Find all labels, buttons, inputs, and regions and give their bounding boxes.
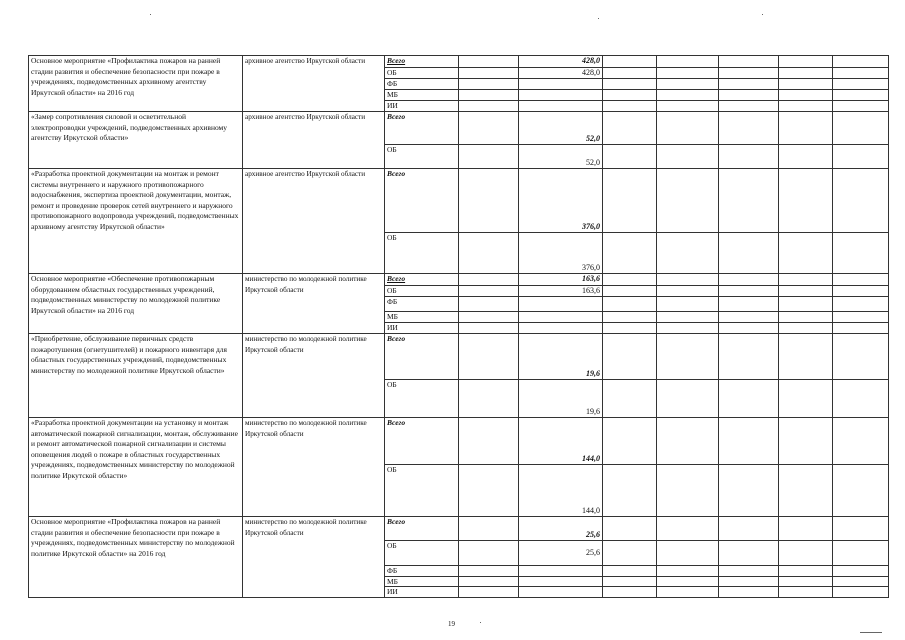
source-label: ОБ <box>385 233 459 274</box>
source-value <box>519 101 603 112</box>
row-description: «Замер сопротивления силовой и осветительной электропроводки учреждений, подведомственных архивному агентству Иркутской области» <box>29 112 243 169</box>
source-value <box>519 566 603 577</box>
empty-cell <box>603 297 657 312</box>
source-value: 428,0 <box>519 67 603 79</box>
empty-cell <box>459 312 519 323</box>
empty-cell <box>603 112 657 145</box>
empty-cell <box>779 101 833 112</box>
source-label: ОБ <box>385 541 459 566</box>
source-label: ОБ <box>385 285 459 297</box>
empty-cell <box>657 380 719 418</box>
source-value: 376,0 <box>519 233 603 274</box>
empty-cell <box>603 285 657 297</box>
empty-cell <box>833 587 889 598</box>
page-number: 19 <box>448 620 455 628</box>
source-label: Всего <box>385 112 459 145</box>
source-value <box>519 576 603 587</box>
empty-cell <box>719 566 779 577</box>
empty-cell <box>833 297 889 312</box>
empty-cell <box>779 576 833 587</box>
scan-speck <box>598 18 599 19</box>
row-description: «Разработка проектной документации на монтаж и ремонт системы внутреннего и наружного противопожарного водоснабжения, экспертиза проектной документации, монтаж, ремонт и проведение проверок сетей внутреннего и наружного противопожарного водопровода учреждений, подведомственных архивному агентству Иркутской области» <box>29 169 243 274</box>
empty-cell <box>657 334 719 380</box>
source-value <box>519 587 603 598</box>
empty-cell <box>603 101 657 112</box>
empty-cell <box>603 56 657 68</box>
empty-cell <box>459 112 519 145</box>
empty-cell <box>719 274 779 286</box>
empty-cell <box>833 576 889 587</box>
empty-cell <box>459 56 519 68</box>
empty-cell <box>719 90 779 101</box>
empty-cell <box>719 380 779 418</box>
source-value: 163,6 <box>519 285 603 297</box>
empty-cell <box>459 418 519 465</box>
empty-cell <box>657 112 719 145</box>
source-label: ФБ <box>385 566 459 577</box>
empty-cell <box>657 418 719 465</box>
scan-speck <box>480 622 481 623</box>
row-executor: архивное агентство Иркутской области <box>243 56 385 112</box>
row-description: «Приобретение, обслуживание первичных средств пожаротушения (огнетушителей) и пожарного инвентаря для областных государственных учреждений, подведомственных министерству по молодежной политике Иркутской области» <box>29 334 243 418</box>
row-executor: министерство по молодежной политике Иркутской области <box>243 334 385 418</box>
empty-cell <box>719 79 779 90</box>
row-executor: архивное агентство Иркутской области <box>243 169 385 274</box>
row-executor: министерство по молодежной политике Иркутской области <box>243 517 385 598</box>
source-value <box>519 90 603 101</box>
empty-cell <box>719 285 779 297</box>
empty-cell <box>779 566 833 577</box>
empty-cell <box>657 145 719 169</box>
empty-cell <box>779 233 833 274</box>
empty-cell <box>833 380 889 418</box>
source-value: 144,0 <box>519 465 603 517</box>
empty-cell <box>719 101 779 112</box>
empty-cell <box>459 541 519 566</box>
empty-cell <box>719 465 779 517</box>
source-value: 144,0 <box>519 418 603 465</box>
empty-cell <box>459 145 519 169</box>
empty-cell <box>833 285 889 297</box>
source-label: ОБ <box>385 380 459 418</box>
empty-cell <box>657 312 719 323</box>
row-executor: архивное агентство Иркутской области <box>243 112 385 169</box>
empty-cell <box>603 465 657 517</box>
empty-cell <box>603 90 657 101</box>
source-value: 19,6 <box>519 334 603 380</box>
empty-cell <box>657 79 719 90</box>
empty-cell <box>833 323 889 334</box>
empty-cell <box>657 56 719 68</box>
empty-cell <box>603 541 657 566</box>
source-value <box>519 312 603 323</box>
scan-speck <box>762 14 763 15</box>
empty-cell <box>833 56 889 68</box>
empty-cell <box>459 380 519 418</box>
empty-cell <box>657 297 719 312</box>
source-label: ОБ <box>385 465 459 517</box>
row-description: Основное мероприятие «Профилактика пожаров на ранней стадии развития и обеспечение безопасности при пожаре в учреждениях, подведомственных архивному агентству Иркутской области» на 2016 год <box>29 56 243 112</box>
empty-cell <box>719 297 779 312</box>
empty-cell <box>719 312 779 323</box>
empty-cell <box>603 517 657 541</box>
empty-cell <box>603 334 657 380</box>
row-executor: министерство по молодежной политике Иркутской области <box>243 418 385 517</box>
source-label: ИИ <box>385 587 459 598</box>
empty-cell <box>459 67 519 79</box>
empty-cell <box>833 79 889 90</box>
empty-cell <box>719 67 779 79</box>
empty-cell <box>603 418 657 465</box>
row-description: «Разработка проектной документации на установку и монтаж автоматической пожарной сигнализации, монтаж, обслуживание и ремонт автоматической пожарной сигнализации и системы оповещения людей о пожаре в областных государственных учреждениях, подведомственных министерству по молодежной политике Иркутской области» <box>29 418 243 517</box>
empty-cell <box>459 274 519 286</box>
empty-cell <box>779 297 833 312</box>
empty-cell <box>779 418 833 465</box>
empty-cell <box>719 56 779 68</box>
empty-cell <box>657 67 719 79</box>
scan-speck <box>150 14 151 15</box>
empty-cell <box>779 334 833 380</box>
empty-cell <box>779 145 833 169</box>
empty-cell <box>459 169 519 233</box>
source-label: Всего <box>385 274 459 286</box>
empty-cell <box>833 112 889 145</box>
empty-cell <box>719 576 779 587</box>
source-label: ФБ <box>385 79 459 90</box>
source-label: ОБ <box>385 145 459 169</box>
empty-cell <box>657 541 719 566</box>
empty-cell <box>603 233 657 274</box>
empty-cell <box>459 233 519 274</box>
source-label: ИИ <box>385 101 459 112</box>
empty-cell <box>719 418 779 465</box>
budget-table <box>28 55 889 598</box>
empty-cell <box>719 334 779 380</box>
empty-cell <box>719 169 779 233</box>
empty-cell <box>779 67 833 79</box>
empty-cell <box>779 274 833 286</box>
empty-cell <box>459 517 519 541</box>
empty-cell <box>779 380 833 418</box>
empty-cell <box>779 90 833 101</box>
source-label: Всего <box>385 169 459 233</box>
empty-cell <box>833 334 889 380</box>
source-value: 52,0 <box>519 145 603 169</box>
source-value: 25,6 <box>519 517 603 541</box>
source-label: ИИ <box>385 323 459 334</box>
empty-cell <box>779 312 833 323</box>
empty-cell <box>459 566 519 577</box>
empty-cell <box>833 541 889 566</box>
empty-cell <box>603 79 657 90</box>
source-value: 19,6 <box>519 380 603 418</box>
source-label: ФБ <box>385 297 459 312</box>
source-label: Всего <box>385 517 459 541</box>
empty-cell <box>779 541 833 566</box>
source-label: Всего <box>385 56 459 68</box>
empty-cell <box>657 169 719 233</box>
empty-cell <box>657 101 719 112</box>
empty-cell <box>779 465 833 517</box>
empty-cell <box>603 145 657 169</box>
empty-cell <box>459 465 519 517</box>
empty-cell <box>459 101 519 112</box>
empty-cell <box>459 285 519 297</box>
source-value <box>519 323 603 334</box>
empty-cell <box>459 587 519 598</box>
empty-cell <box>779 169 833 233</box>
row-description: Основное мероприятие «Профилактика пожаров на ранней стадии развития и обеспечение безопасности при пожаре в учреждениях, подведомственных министерству по молодежной политике Иркутской области» на 2016 год <box>29 517 243 598</box>
empty-cell <box>459 79 519 90</box>
empty-cell <box>833 90 889 101</box>
empty-cell <box>657 465 719 517</box>
empty-cell <box>459 297 519 312</box>
empty-cell <box>657 576 719 587</box>
empty-cell <box>779 79 833 90</box>
empty-cell <box>603 67 657 79</box>
empty-cell <box>459 334 519 380</box>
scan-speck <box>860 632 882 633</box>
source-value: 428,0 <box>519 56 603 68</box>
source-value: 376,0 <box>519 169 603 233</box>
empty-cell <box>657 323 719 334</box>
empty-cell <box>833 67 889 79</box>
empty-cell <box>779 285 833 297</box>
source-label: МБ <box>385 90 459 101</box>
empty-cell <box>657 274 719 286</box>
source-label: ОБ <box>385 67 459 79</box>
empty-cell <box>603 323 657 334</box>
source-value: 163,6 <box>519 274 603 286</box>
empty-cell <box>657 587 719 598</box>
empty-cell <box>657 517 719 541</box>
empty-cell <box>779 517 833 541</box>
empty-cell <box>657 90 719 101</box>
table-body <box>29 56 889 598</box>
source-value <box>519 79 603 90</box>
empty-cell <box>603 566 657 577</box>
empty-cell <box>719 517 779 541</box>
empty-cell <box>833 274 889 286</box>
empty-cell <box>833 169 889 233</box>
empty-cell <box>833 465 889 517</box>
empty-cell <box>833 233 889 274</box>
empty-cell <box>833 566 889 577</box>
source-label: МБ <box>385 312 459 323</box>
empty-cell <box>657 566 719 577</box>
empty-cell <box>719 323 779 334</box>
empty-cell <box>459 90 519 101</box>
empty-cell <box>459 323 519 334</box>
empty-cell <box>603 380 657 418</box>
empty-cell <box>603 274 657 286</box>
empty-cell <box>719 112 779 145</box>
empty-cell <box>719 587 779 598</box>
empty-cell <box>779 56 833 68</box>
empty-cell <box>719 233 779 274</box>
row-description: Основное мероприятие «Обеспечение противопожарным оборудованием областных государственных учреждений, подведомственных министерству по молодежной политике Иркутской области» на 2016 год <box>29 274 243 334</box>
source-label: МБ <box>385 576 459 587</box>
source-value: 52,0 <box>519 112 603 145</box>
empty-cell <box>603 169 657 233</box>
empty-cell <box>603 576 657 587</box>
empty-cell <box>833 101 889 112</box>
source-label: Всего <box>385 418 459 465</box>
row-executor: министерство по молодежной политике Иркутской области <box>243 274 385 334</box>
empty-cell <box>719 541 779 566</box>
empty-cell <box>657 285 719 297</box>
source-value: 25,6 <box>519 541 603 566</box>
empty-cell <box>603 587 657 598</box>
empty-cell <box>833 418 889 465</box>
source-label: Всего <box>385 334 459 380</box>
empty-cell <box>779 112 833 145</box>
empty-cell <box>719 145 779 169</box>
empty-cell <box>833 145 889 169</box>
empty-cell <box>603 312 657 323</box>
empty-cell <box>779 323 833 334</box>
empty-cell <box>657 233 719 274</box>
empty-cell <box>833 517 889 541</box>
empty-cell <box>779 587 833 598</box>
source-value <box>519 297 603 312</box>
empty-cell <box>833 312 889 323</box>
empty-cell <box>459 576 519 587</box>
